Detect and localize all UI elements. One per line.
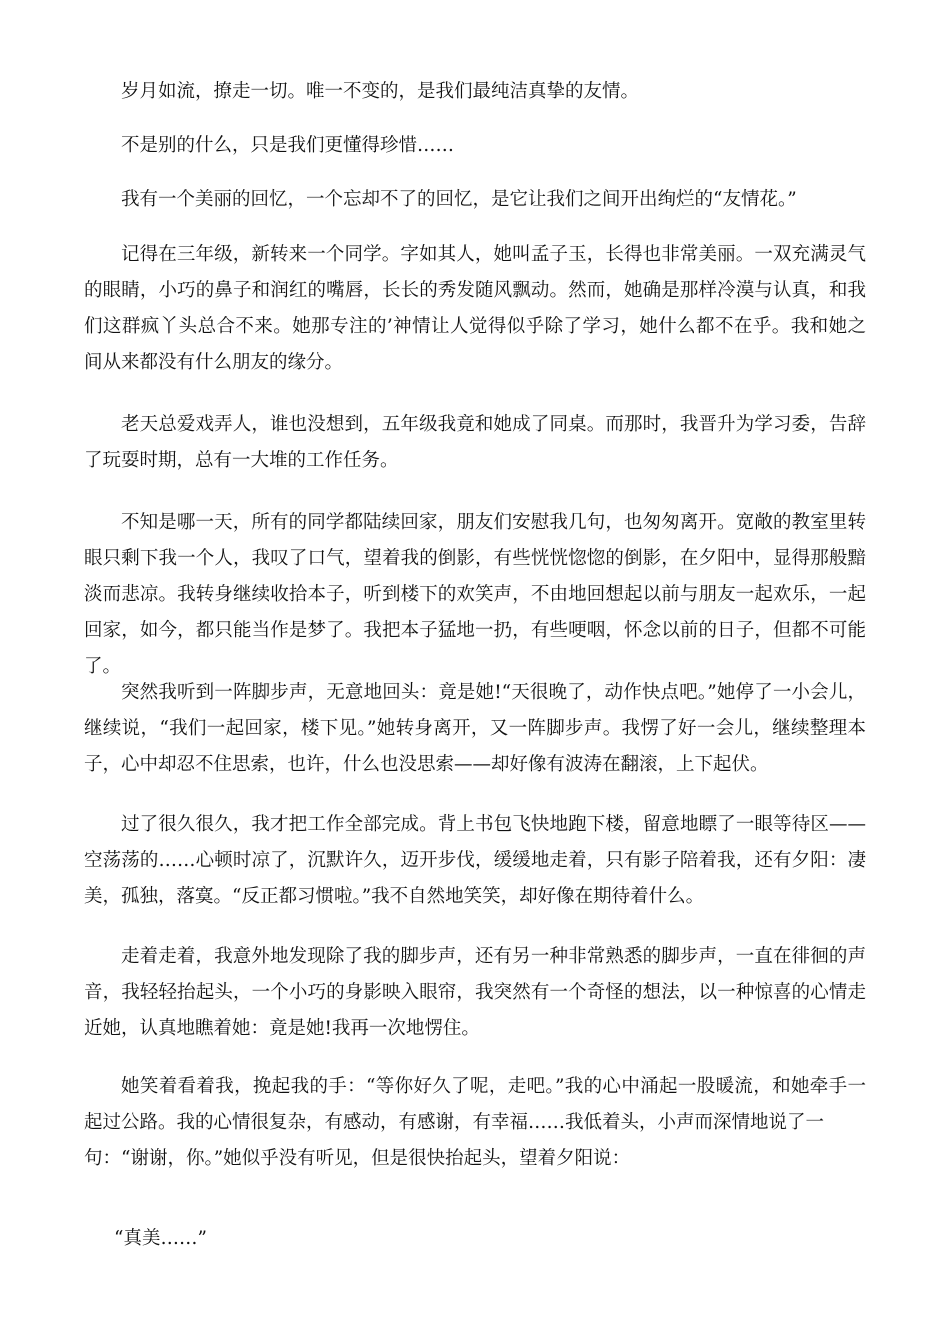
paragraph-11: “真美……” [114, 1228, 207, 1249]
paragraph-1: 岁月如流，撩走一切。唯一不变的，是我们最纯洁真挚的友情。 [121, 81, 640, 102]
paragraph-10-part-1: 她笑着看着我，挽起我的手：“等你好久了呢，走吧。”我的心中涌起一股暖流，和她牵手一起过公路。我的心情很复杂，有感动，有感谢，有幸福……我低着头，小声而深情地说了一 [84, 1076, 866, 1133]
paragraph-9: 走着走着，我意外地发现除了我的脚步声，还有另一种非常熟悉的脚步声，一直在徘徊的声音，我轻轻抬起头，一个小巧的身影映入眼帘，我突然有一个奇怪的想法，以一种惊喜的心情走近她，认真地瞧着她：竟是她!我再一次地愣住。 [84, 946, 866, 1039]
paragraph-4: 记得在三年级，新转来一个同学。字如其人，她叫孟子玉，长得也非常美丽。一双充满灵气的眼睛，小巧的鼻子和润红的嘴唇，长长的秀发随风飘动。然而，她确是那样冷漠与认真，和我们这群疯丫头总合不来。她那专注的’神情让人觉得似乎除了学习，她什么都不在乎。我和她之间从来都没有什么朋友的缘分。 [84, 244, 866, 373]
paragraph-2: 不是别的什么，只是我们更懂得珍惜…… [121, 135, 455, 156]
paragraph-6: 不知是哪一天，所有的同学都陆续回家，朋友们安慰我几句，也匆匆离开。宽敞的教室里转眼只剩下我一个人，我叹了口气，望着我的倒影，有些恍恍惚惚的倒影，在夕阳中，显得那般黯淡而悲凉。我转身继续收拾本子，听到楼下的欢笑声，不由地回想起以前与朋友一起欢乐，一起回家，如今，都只能当作是梦了。我把本子猛地一扔，有些哽咽，怀念以前的日子，但都不可能了。 [84, 512, 866, 677]
paragraph-10-part-2: 句：“谢谢，你。”她似乎没有听见，但是很快抬起头，望着夕阳说： [84, 1148, 631, 1169]
paragraph-3: 我有一个美丽的回忆，一个忘却不了的回忆，是它让我们之间开出绚烂的“友情花。” [121, 189, 797, 210]
paragraph-5: 老天总爱戏弄人，谁也没想到，五年级我竟和她成了同桌。而那时，我晋升为学习委，告辞了玩耍时期，总有一大堆的工作任务。 [84, 414, 866, 471]
paragraph-7: 突然我听到一阵脚步声，无意地回头：竟是她!“天很晚了，动作快点吧。”她停了一小会儿，继续说，“我们一起回家，楼下见。”她转身离开，又一阵脚步声。我愣了好一会儿，继续整理本子，心中却忍不住思索，也许，什么也没思索——却好像有波涛在翻滚，上下起伏。 [84, 682, 866, 775]
paragraph-10 [84, 1069, 866, 1177]
paragraph-8: 过了很久很久，我才把工作全部完成。背上书包飞快地跑下楼，留意地瞟了一眼等待区——空荡荡的……心顿时凉了，沉默许久，迈开步伐，缓缓地走着，只有影子陪着我，还有夕阳：凄美，孤独，落寞。“反正都习惯啦。”我不自然地笑笑，却好像在期待着什么。 [84, 814, 866, 907]
